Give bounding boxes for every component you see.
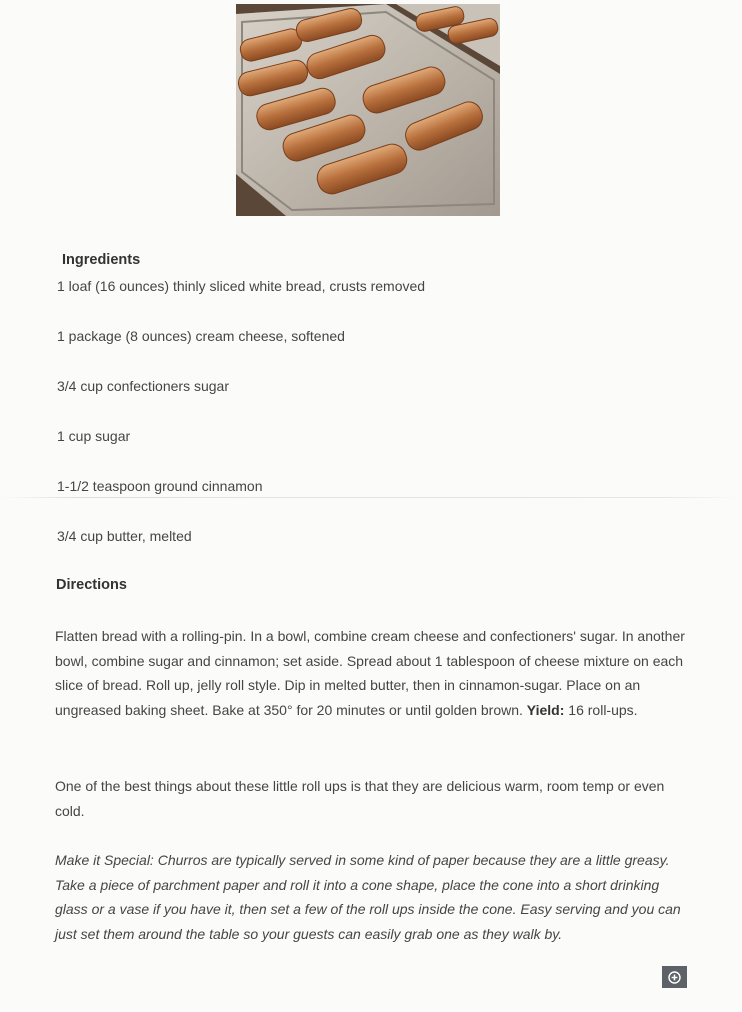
yield-label: Yield:	[526, 701, 565, 718]
directions-heading: Directions	[56, 577, 127, 593]
ingredient-item: 3/4 cup confectioners sugar	[57, 378, 229, 394]
ingredient-item: 3/4 cup butter, melted	[57, 528, 192, 544]
expand-button[interactable]	[662, 966, 687, 988]
make-it-special-note: Make it Special: Churros are typically served in some kind of paper because they are a little greasy. Take a piece of parchment paper and roll it into a cone shape, place the cone into a short drinking glass or a vase if you have it, then set a few of the roll ups inside the cone. Easy serving and you can just set them around the table so your guests can easily grab one as they walk by.	[55, 852, 681, 942]
baked-roll-ups-image	[236, 4, 500, 216]
ingredient-item: 1-1/2 teaspoon ground cinnamon	[57, 478, 263, 494]
scan-crease	[0, 497, 742, 498]
ingredient-item: 1 package (8 ounces) cream cheese, softened	[57, 328, 345, 344]
yield-value: 16 roll-ups.	[568, 701, 638, 718]
ingredient-item: 1 cup sugar	[57, 428, 131, 444]
serving-note: One of the best things about these little roll ups is that they are delicious warm, room temp or even cold.	[55, 778, 665, 819]
directions-body: Flatten bread with a rolling-pin. In a bowl, combine cream cheese and confectioners' sugar. In another bowl, combine sugar and cinnamon; set aside. Spread about 1 tablespoon of cheese mixture on each slice of bread. Roll up, jelly roll style. Dip in melted butter, then in cinnamon-sugar. Place on an ungreased baking sheet. Bake at 350° for 20 minutes or until golden brown.	[55, 628, 685, 718]
plus-circle-icon	[668, 971, 681, 984]
ingredient-item: 1 loaf (16 ounces) thinly sliced white bread, crusts removed	[57, 278, 426, 294]
ingredients-heading: Ingredients	[62, 252, 141, 268]
recipe-photo	[236, 4, 500, 216]
directions-text	[55, 624, 695, 722]
